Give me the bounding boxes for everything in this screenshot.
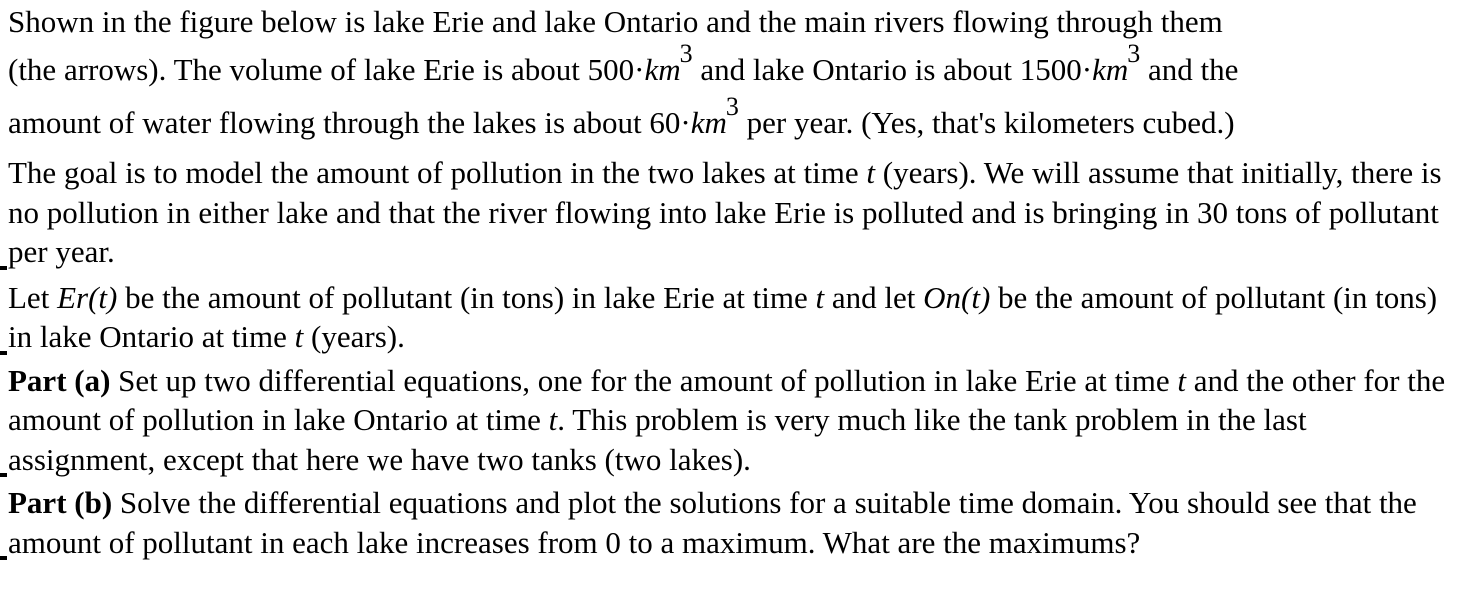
ontario-function-name: On [923,279,962,315]
paragraph-marker [0,556,7,560]
time-variable: t [1177,362,1186,398]
ontario-volume-value: 1500 [1019,52,1082,87]
unit-km: km [644,52,681,87]
goal-paragraph [8,153,1458,272]
multiply-dot: · [1081,52,1093,87]
flow-value: 60 [649,105,681,140]
intro-line-1: Shown in the figure below is lake Erie and lake Ontario and the main rivers flowing through them [8,4,1223,39]
defs-text-b: be the amount of pollutant (in tons) in lake Erie at time [117,279,816,315]
part-a-text-a: Set up two differential equations, one for the amount of pollution in lake Erie at time [110,362,1178,398]
intro-paragraph [8,0,1458,150]
function-argument: (t) [88,279,118,315]
defs-text-c: and let [824,279,924,315]
intro-text-2c: and the [1140,52,1239,87]
multiply-dot: · [634,52,645,87]
part-a-text-c: . This problem is very much like the tank problem in the last assignment, except that here we have two tanks (two lakes). [8,402,1307,477]
unit-exponent: 3 [725,92,739,121]
unit-exponent: 3 [679,39,693,68]
intro-text-2a: (the arrows). The volume of lake Erie is about [8,52,588,87]
paragraph-marker [0,473,7,477]
definitions-paragraph [8,278,1458,357]
document-body [8,0,1458,562]
part-b-label: Part (b) [8,485,113,520]
unit-km: km [690,105,727,140]
intro-text-3b: per year. (Yes, that's kilometers cubed.) [738,105,1235,140]
function-argument: (t) [961,279,991,315]
goal-text-a: The goal is to model the amount of pollution in the two lakes at time [8,155,867,190]
part-a-text-b: and the other for the amount of pollution in lake Ontario at time [8,362,1446,437]
erie-function-name: Er [57,279,89,315]
defs-text-e: (years). [303,319,405,354]
goal-text-b: (years). We will assume that initially, there is no pollution in either lake and that the river flowing into lake Erie is polluted and is bringing in 30 tons of pollutant per year. [8,155,1442,269]
unit-km: km [1092,52,1129,87]
time-variable: t [815,279,825,315]
unit-exponent: 3 [1127,39,1141,68]
multiply-dot: · [680,105,691,140]
time-variable: t [294,319,304,354]
ontario-function [923,280,990,315]
erie-volume-expression [587,39,693,87]
defs-text-d: be the amount of pollutant (in tons) in lake Ontario at time [8,279,1438,354]
time-variable: t [866,155,875,190]
intro-text-2b: and lake Ontario is about [692,52,1020,87]
ontario-volume-expression [1019,39,1141,87]
part-a-paragraph [8,361,1458,480]
part-a-label: Part (a) [8,362,111,398]
paragraph-marker [0,266,7,270]
paragraph-marker [0,351,7,355]
flow-expression [649,92,739,140]
intro-text-3a: amount of water flowing through the lakes is about [8,105,650,140]
defs-text-a: Let [8,279,58,315]
erie-function [57,280,117,315]
erie-volume-value: 500 [587,52,635,87]
part-b-text: Solve the differential equations and plot the solutions for a suitable time domain. You should see that the amount of pollutant in each lake increases from 0 to a maximum. What are the maximums? [8,485,1417,560]
time-variable: t [548,402,558,437]
part-b-paragraph [8,483,1458,562]
